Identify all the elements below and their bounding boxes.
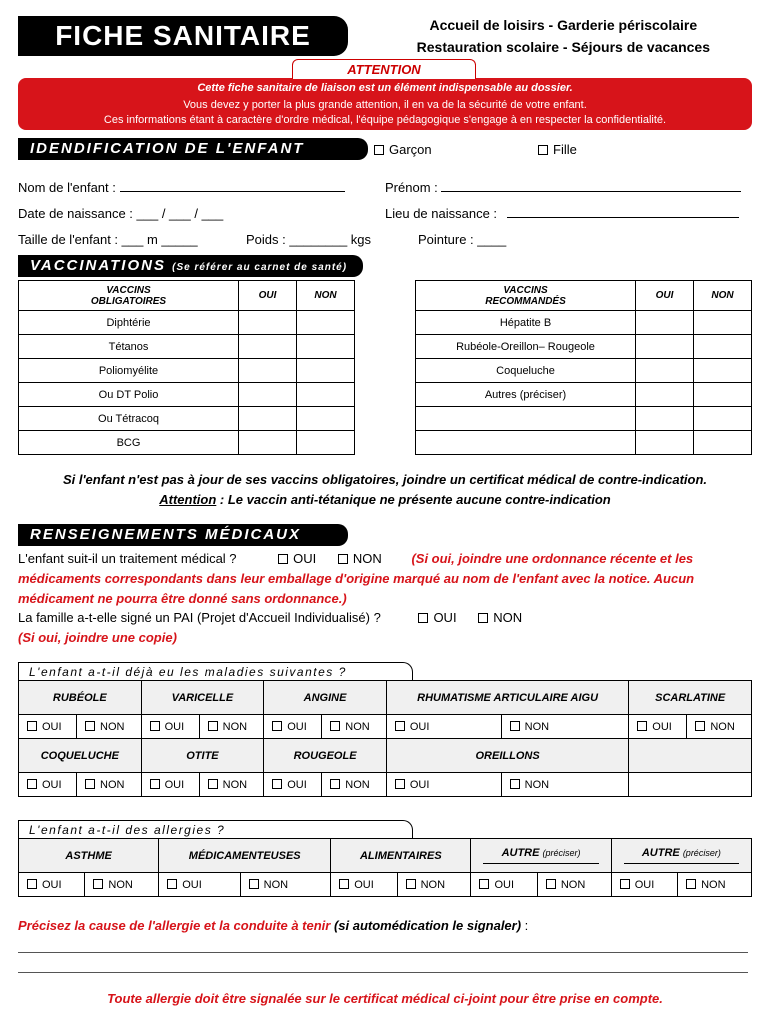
- oui-cell[interactable]: OUI: [19, 773, 77, 797]
- girl-label: Fille: [553, 142, 577, 157]
- vaccine-name: Hépatite B: [416, 311, 636, 335]
- oui-header: OUI: [636, 281, 694, 311]
- section-medical-title: RENSEIGNEMENTS MÉDICAUX: [30, 526, 302, 543]
- section-vaccinations-sub: (Se référer au carnet de santé): [172, 262, 348, 273]
- section-medical: [18, 524, 348, 546]
- non-cell[interactable]: NON: [687, 715, 752, 739]
- oui-cell[interactable]: OUI: [611, 873, 677, 897]
- height-label: Taille de l'enfant : ___ m _____: [18, 232, 198, 247]
- non-cell[interactable]: [297, 311, 355, 335]
- non-cell[interactable]: [694, 407, 752, 431]
- oui-cell[interactable]: OUI: [141, 773, 199, 797]
- oui-cell[interactable]: [636, 407, 694, 431]
- oui-cell[interactable]: [239, 383, 297, 407]
- pai-non[interactable]: NON: [478, 610, 522, 625]
- allergies-tab: L'enfant a-t-il des allergies ?: [18, 820, 413, 838]
- oui-cell[interactable]: OUI: [331, 873, 397, 897]
- oui-cell[interactable]: OUI: [264, 715, 322, 739]
- allergy-header-other[interactable]: AUTRE (préciser): [611, 839, 751, 873]
- oui-cell[interactable]: OUI: [264, 773, 322, 797]
- birthplace-label: Lieu de naissance :: [385, 206, 498, 221]
- table-row: [19, 431, 355, 455]
- weight-field[interactable]: [246, 232, 371, 247]
- allergy-cause-black: (si automédication le signaler): [330, 918, 522, 933]
- height-field[interactable]: [18, 232, 198, 247]
- non-cell[interactable]: [694, 383, 752, 407]
- checkbox-girl[interactable]: [538, 145, 548, 155]
- oui-cell[interactable]: OUI: [19, 715, 77, 739]
- non-cell[interactable]: NON: [397, 873, 471, 897]
- allergy-cause-prompt: [18, 918, 528, 933]
- non-cell[interactable]: [297, 359, 355, 383]
- non-cell[interactable]: [297, 431, 355, 455]
- section-vaccinations: [18, 255, 363, 277]
- firstname-label: Prénom :: [385, 180, 438, 195]
- allergies-table: [18, 838, 752, 897]
- vaccine-name: Tétanos: [19, 335, 239, 359]
- treatment-note-1: (Si oui, joindre une ordonnance récente et les: [411, 551, 694, 566]
- title-banner: [18, 16, 348, 56]
- treatment-question: L'enfant suit-il un traitement médical ?: [18, 551, 237, 566]
- empty-cell: [629, 773, 752, 797]
- diseases-tab: L'enfant a-t-il déjà eu les maladies suivantes ?: [18, 662, 413, 680]
- checkbox-pai-oui[interactable]: [418, 613, 428, 623]
- table-row: [416, 359, 752, 383]
- attention-line-2: Vous devez y porter la plus grande attention, il en va de la sécurité de votre enfant.: [183, 99, 587, 111]
- vaccine-name: Diphtérie: [19, 311, 239, 335]
- page-title: FICHE SANITAIRE: [55, 20, 311, 51]
- treatment-note-2: médicaments correspondants dans leur emballage d'origine marqué au nom de l'enfant avec la notice. Aucun: [18, 571, 695, 586]
- checkbox-pai-non[interactable]: [478, 613, 488, 623]
- attention-line-1: Cette fiche sanitaire de liaison est un élément indispensable au dossier.: [197, 82, 573, 94]
- name-field[interactable]: [18, 180, 345, 195]
- firstname-input-line[interactable]: [441, 180, 741, 192]
- table-row: [416, 335, 752, 359]
- shoe-label: Pointure : ____: [418, 232, 507, 247]
- non-header: NON: [694, 281, 752, 311]
- vaccine-name: BCG: [19, 431, 239, 455]
- vaccine-note-2-label: Attention: [159, 492, 217, 507]
- oui-cell[interactable]: [239, 335, 297, 359]
- non-cell[interactable]: NON: [537, 873, 611, 897]
- oui-cell[interactable]: [636, 359, 694, 383]
- allergy-header: MÉDICAMENTEUSES: [159, 839, 331, 873]
- recommended-header: VACCINS RECOMMANDÉS: [416, 281, 636, 311]
- non-cell[interactable]: [694, 335, 752, 359]
- allergy-header-other[interactable]: AUTRE (préciser): [471, 839, 611, 873]
- final-note: Toute allergie doit être signalée sur le certificat médical ci-joint pour être prise en compte.: [107, 991, 663, 1006]
- firstname-field[interactable]: [385, 180, 741, 195]
- treatment-block: [18, 549, 758, 609]
- non-cell[interactable]: NON: [322, 715, 387, 739]
- attention-box: [18, 78, 752, 130]
- oui-cell[interactable]: [636, 431, 694, 455]
- treatment-oui[interactable]: OUI: [278, 551, 316, 566]
- table-row: [19, 359, 355, 383]
- non-cell[interactable]: NON: [85, 873, 159, 897]
- section-vaccinations-title: VACCINATIONS: [30, 257, 166, 274]
- name-input-line[interactable]: [120, 180, 345, 192]
- vaccine-name: Ou DT Polio: [19, 383, 239, 407]
- disease-header: ANGINE: [264, 681, 387, 715]
- vaccine-note-1: Si l'enfant n'est pas à jour de ses vaccins obligatoires, joindre un certificat médical de contre-indication.: [62, 472, 708, 487]
- oui-cell[interactable]: [239, 431, 297, 455]
- shoe-field[interactable]: [418, 232, 506, 247]
- table-row: [416, 431, 752, 455]
- oui-cell[interactable]: [239, 359, 297, 383]
- oui-cell[interactable]: OUI: [159, 873, 240, 897]
- oui-cell[interactable]: [636, 311, 694, 335]
- girl-option[interactable]: [538, 142, 577, 157]
- non-cell[interactable]: NON: [77, 715, 142, 739]
- non-cell[interactable]: NON: [199, 715, 264, 739]
- disease-header: OREILLONS: [386, 739, 628, 773]
- allergy-cause-red: Précisez la cause de l'allergie et la conduite à tenir: [18, 918, 331, 933]
- allergy-header: ASTHME: [19, 839, 159, 873]
- treatment-non[interactable]: NON: [338, 551, 382, 566]
- allergy-header: ALIMENTAIRES: [331, 839, 471, 873]
- table-row: [416, 407, 752, 431]
- vaccine-name[interactable]: [416, 407, 636, 431]
- table-row: [19, 407, 355, 431]
- table-row: [19, 383, 355, 407]
- vaccine-name: Coqueluche: [416, 359, 636, 383]
- organization-lines: [417, 14, 710, 58]
- non-cell[interactable]: NON: [322, 773, 387, 797]
- table-row: [416, 311, 752, 335]
- birthplace-input-line[interactable]: [507, 206, 739, 218]
- oui-cell[interactable]: OUI: [19, 873, 85, 897]
- non-cell[interactable]: NON: [501, 715, 629, 739]
- non-cell[interactable]: [297, 383, 355, 407]
- oui-cell[interactable]: OUI: [471, 873, 537, 897]
- oui-cell[interactable]: OUI: [386, 773, 501, 797]
- table-row: [19, 715, 752, 739]
- boy-label: Garçon: [389, 142, 432, 157]
- org-line-2: Restauration scolaire - Séjours de vacances: [416, 39, 710, 55]
- oui-cell[interactable]: [636, 383, 694, 407]
- oui-cell[interactable]: [239, 311, 297, 335]
- pai-question: La famille a-t-elle signé un PAI (Projet d'Accueil Individualisé) ?: [18, 610, 381, 625]
- checkbox-treatment-oui[interactable]: [278, 554, 288, 564]
- vaccine-name: Autres (préciser): [416, 383, 636, 407]
- org-line-1: Accueil de loisirs - Garderie périscolaire: [429, 17, 698, 33]
- oui-cell[interactable]: [239, 407, 297, 431]
- birthplace-field[interactable]: [385, 206, 739, 221]
- checkbox-boy[interactable]: [374, 145, 384, 155]
- table-row: [19, 311, 355, 335]
- recommended-vaccines-table: [415, 280, 752, 455]
- name-label: Nom de l'enfant :: [18, 180, 116, 195]
- answer-line-1[interactable]: [18, 952, 748, 953]
- section-identification: [18, 138, 368, 160]
- disease-header: VARICELLE: [141, 681, 264, 715]
- vaccine-name: Poliomyélite: [19, 359, 239, 383]
- non-cell[interactable]: [297, 335, 355, 359]
- disease-header: ROUGEOLE: [264, 739, 387, 773]
- non-cell[interactable]: NON: [501, 773, 629, 797]
- non-cell[interactable]: NON: [678, 873, 752, 897]
- answer-line-2[interactable]: [18, 972, 748, 973]
- disease-header: OTITE: [141, 739, 264, 773]
- non-cell[interactable]: [297, 407, 355, 431]
- vaccine-note-2-text: : Le vaccin anti-tétanique ne présente aucune contre-indication: [216, 492, 611, 507]
- boy-option[interactable]: [374, 142, 432, 157]
- non-header: NON: [297, 281, 355, 311]
- disease-header: RUBÉOLE: [19, 681, 142, 715]
- disease-header: COQUELUCHE: [19, 739, 142, 773]
- non-cell[interactable]: [694, 311, 752, 335]
- table-row: [19, 873, 752, 897]
- oui-cell[interactable]: [636, 335, 694, 359]
- diseases-table: [18, 680, 752, 797]
- vaccine-name[interactable]: [416, 431, 636, 455]
- vaccine-note-2: [0, 492, 770, 507]
- section-identification-title: IDENDIFICATION DE L'ENFANT: [30, 140, 305, 157]
- disease-header: SCARLATINE: [629, 681, 752, 715]
- disease-header-empty: [629, 739, 752, 773]
- table-row: [19, 335, 355, 359]
- table-row: [19, 773, 752, 797]
- attention-tab: ATTENTION: [292, 59, 476, 79]
- dob-field[interactable]: [18, 206, 223, 221]
- treatment-note-3: médicament ne pourra être donné sans ordonnance.): [18, 591, 347, 606]
- non-cell[interactable]: NON: [77, 773, 142, 797]
- mandatory-header: VACCINS OBLIGATOIRES: [19, 281, 239, 311]
- weight-label: Poids : ________ kgs: [246, 232, 372, 247]
- checkbox-treatment-non[interactable]: [338, 554, 348, 564]
- oui-cell[interactable]: OUI: [629, 715, 687, 739]
- non-cell[interactable]: NON: [240, 873, 331, 897]
- allergy-cause-colon: :: [521, 918, 529, 933]
- oui-cell[interactable]: OUI: [386, 715, 501, 739]
- pai-block: [18, 608, 758, 648]
- non-cell[interactable]: [694, 431, 752, 455]
- attention-line-3: Ces informations étant à caractère d'ordre médical, l'équipe pédagogique s'engage à en respecter la confidentialité.: [103, 114, 667, 126]
- oui-cell[interactable]: OUI: [141, 715, 199, 739]
- oui-header: OUI: [239, 281, 297, 311]
- non-cell[interactable]: [694, 359, 752, 383]
- mandatory-vaccines-table: [18, 280, 355, 455]
- vaccine-name: Ou Tétracoq: [19, 407, 239, 431]
- table-row: [416, 383, 752, 407]
- disease-header: RHUMATISME ARTICULAIRE AIGU: [386, 681, 628, 715]
- pai-note: (Si oui, joindre une copie): [18, 630, 177, 645]
- pai-oui[interactable]: OUI: [418, 610, 456, 625]
- non-cell[interactable]: NON: [199, 773, 264, 797]
- dob-label: Date de naissance : ___ / ___ / ___: [18, 206, 224, 221]
- vaccine-name: Rubéole-Oreillon– Rougeole: [416, 335, 636, 359]
